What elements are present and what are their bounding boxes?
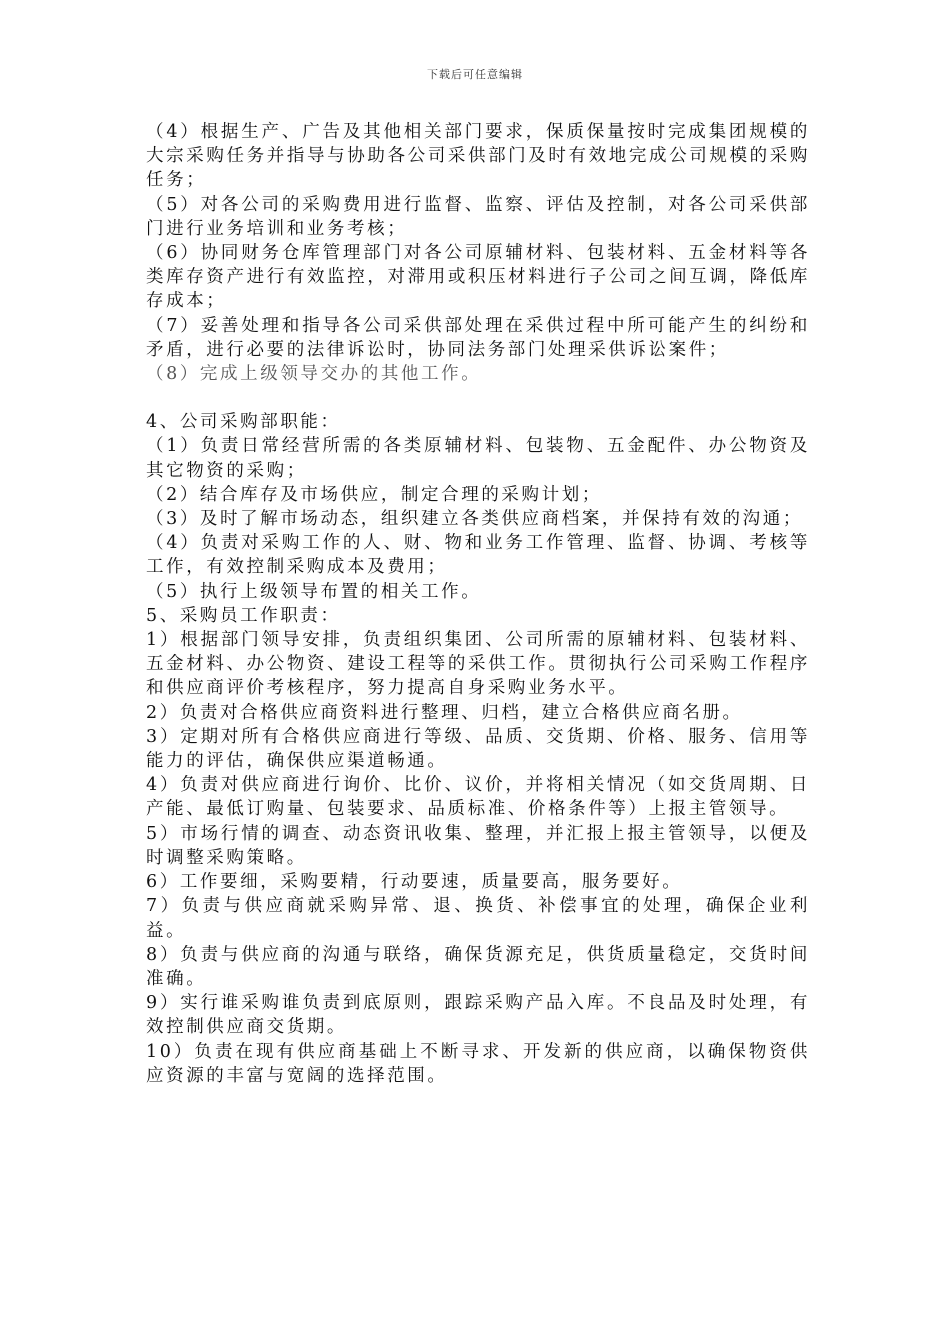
paragraph: 5）市场行情的调查、动态资讯收集、整理，并汇报上报主管领导，以便及时调整采购策略。 [146, 823, 810, 868]
blank-line [146, 386, 810, 410]
paragraph: （4）根据生产、广告及其他相关部门要求，保质保量按时完成集团规模的大宗采购任务并指导与协助各公司采供部门及时有效地完成公司规模的采购任务； [146, 122, 810, 191]
paragraph: 6）工作要细，采购要精，行动要速，质量要高，服务要好。 [146, 872, 683, 893]
paragraph: （1）负责日常经营所需的各类原辅材料、包装物、五金配件、办公物资及其它物资的采购； [146, 436, 810, 481]
paragraph: 7）负责与供应商就采购异常、退、换货、补偿事宜的处理，确保企业利益。 [146, 896, 810, 941]
section-heading: 5、采购员工作职责： [146, 605, 341, 626]
paragraph: （8）完成上级领导交办的其他工作。 [146, 364, 482, 385]
paragraph: 2）负责对合格供应商资料进行整理、归档，建立合格供应商名册。 [146, 702, 743, 723]
paragraph: （7）妥善处理和指导各公司采供部处理在采供过程中所可能产生的纠纷和矛盾，进行必要的法律诉讼时，协同法务部门处理采供诉讼案件； [146, 315, 810, 360]
paragraph: （6）协同财务仓库管理部门对各公司原辅材料、包装材料、五金材料等各类库存资产进行有效监控，对滞用或积压材料进行子公司之间互调，降低库存成本； [146, 243, 810, 312]
paragraph: 4）负责对供应商进行询价、比价、议价，并将相关情况（如交货周期、日产能、最低订购量、包装要求、品质标准、价格条件等）上报主管领导。 [146, 775, 810, 820]
paragraph: （3）及时了解市场动态，组织建立各类供应商档案，并保持有效的沟通； [146, 509, 803, 530]
page-header: 下载后可任意编辑 [427, 68, 523, 81]
paragraph: 10）负责在现有供应商基础上不断寻求、开发新的供应商，以确保物资供应资源的丰富与宽阔的选择范围。 [146, 1041, 810, 1086]
document-body [146, 120, 810, 1088]
section-heading: 4、公司采购部职能： [146, 412, 341, 433]
paragraph: 8）负责与供应商的沟通与联络，确保货源充足，供货质量稳定，交货时间准确。 [146, 944, 810, 989]
paragraph: （4）负责对采购工作的人、财、物和业务工作管理、监督、协调、考核等工作，有效控制采购成本及费用； [146, 533, 810, 578]
paragraph: （2）结合库存及市场供应，制定合理的采购计划； [146, 484, 602, 505]
paragraph: 9）实行谁采购谁负责到底原则，跟踪采购产品入库。不良品及时处理，有效控制供应商交货期。 [146, 993, 810, 1038]
paragraph: 1）根据部门领导安排，负责组织集团、公司所需的原辅材料、包装材料、五金材料、办公物资、建设工程等的采供工作。贯彻执行公司采购工作程序和供应商评价考核程序，努力提高自身采购业务水平。 [146, 630, 810, 699]
paragraph: （5）执行上级领导布置的相关工作。 [146, 581, 482, 602]
paragraph: （5）对各公司的采购费用进行监督、监察、评估及控制，对各公司采供部门进行业务培训和业务考核； [146, 194, 810, 239]
paragraph: 3）定期对所有合格供应商进行等级、品质、交货期、价格、服务、信用等能力的评估，确保供应渠道畅通。 [146, 726, 810, 772]
